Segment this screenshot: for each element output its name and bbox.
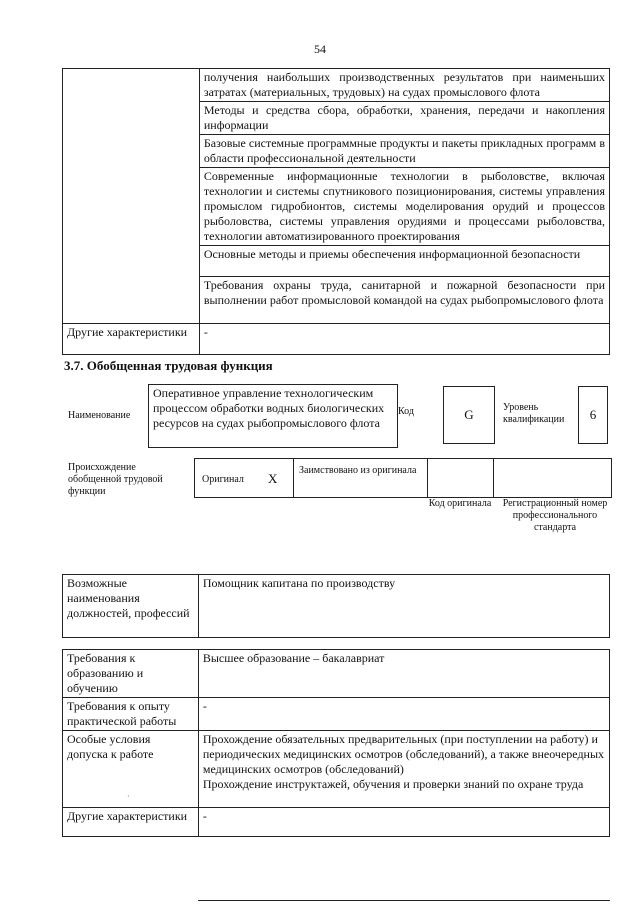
borrowed-label: Заимствовано из оригинала bbox=[299, 465, 417, 476]
divider bbox=[293, 459, 294, 497]
requirement-value-cell bbox=[198, 731, 609, 808]
table-row bbox=[63, 650, 610, 698]
original-mark: X bbox=[268, 471, 278, 486]
code-value: G bbox=[464, 407, 474, 422]
requirement-line: Прохождение обязательных предварительных (при поступлении на работу) и периодических медицинских осмотров (обследований), а также внеочередных медицинских осмотров (обследований) bbox=[202, 732, 605, 776]
positions-label: Возможные наименования должностей, профессий bbox=[63, 575, 199, 638]
origin-box bbox=[194, 458, 612, 498]
function-name-value: Оперативное управление технологическим процессом обработки водных биологических ресурсов на судах рыбопромыслового флота bbox=[153, 386, 385, 430]
knowledge-table bbox=[62, 68, 610, 355]
knowledge-item: Методы и средства сбора, обработки, хранения, передачи и накопления информации bbox=[199, 102, 609, 135]
function-name-box bbox=[148, 384, 398, 448]
requirements-table bbox=[62, 649, 610, 837]
page-number: 54 bbox=[314, 42, 326, 56]
knowledge-item: Основные методы и приемы обеспечения информационной безопасности bbox=[199, 246, 609, 277]
qualification-level-value: 6 bbox=[589, 407, 597, 422]
code-box bbox=[443, 386, 495, 444]
original-label: Оригинал bbox=[202, 474, 244, 485]
requirement-value: Высшее образование – бакалавриат bbox=[198, 650, 609, 698]
requirement-line: Прохождение инструктажей, обучения и проверки знаний по охране труда bbox=[202, 777, 584, 791]
knowledge-item: Требования охраны труда, санитарной и пожарной безопасности при выполнении работ промысловой командой на судах рыбопромыслового флота bbox=[199, 277, 609, 324]
knowledge-item: Современные информационные технологии в рыболовстве, включая технологии и системы спутникового позиционирования, системы управления промыслом гидробионтов, системы моделирования орудий и процессов рыболовства, системы управления орудиями и процессами рыболовства, технологии автоматизированного проектирования bbox=[199, 168, 609, 246]
caption-code-original: Код оригинала bbox=[428, 498, 492, 509]
scan-speck: · bbox=[127, 792, 130, 801]
knowledge-item: Базовые системные программные продукты и пакеты прикладных программ в области профессиональной деятельности bbox=[199, 135, 609, 168]
table-row bbox=[63, 69, 610, 102]
knowledge-item: получения наибольших производственных результатов при наименьших затратах (материальных, трудовых) на судах промыслового флота bbox=[199, 69, 609, 102]
table-row bbox=[63, 575, 610, 638]
table-row bbox=[63, 698, 610, 731]
positions-value: Помощник капитана по производству bbox=[198, 575, 609, 638]
other-characteristics-label: Другие характеристики bbox=[63, 324, 200, 355]
page-bottom-rule bbox=[198, 900, 610, 901]
table-row bbox=[63, 324, 610, 355]
table-row bbox=[63, 731, 610, 808]
requirement-value: - bbox=[198, 698, 609, 731]
requirement-label: Особые условия допуска к работе bbox=[67, 732, 154, 761]
requirement-label: Другие характеристики bbox=[63, 808, 199, 837]
section-heading: 3.7. Обобщенная трудовая функция bbox=[64, 358, 273, 373]
requirement-value: - bbox=[198, 808, 609, 837]
code-label: Код bbox=[398, 406, 414, 417]
positions-table bbox=[62, 574, 610, 638]
empty-label-cell bbox=[63, 69, 200, 324]
other-characteristics-value: - bbox=[199, 324, 609, 355]
name-label: Наименование bbox=[68, 410, 131, 421]
divider bbox=[493, 459, 494, 497]
requirement-label-cell bbox=[63, 731, 199, 808]
requirement-label: Требования к образованию и обучению bbox=[63, 650, 199, 698]
qualification-level-label: Уровень квалификации bbox=[503, 402, 565, 425]
requirement-label: Требования к опыту практической работы bbox=[63, 698, 199, 731]
qualification-level-box bbox=[578, 386, 608, 444]
divider bbox=[427, 459, 428, 497]
origin-label: Происхождение обобщенной трудовой функции bbox=[68, 462, 163, 497]
table-row bbox=[63, 808, 610, 837]
caption-registration-number: Регистрационный номер профессионального стандарта bbox=[502, 498, 608, 533]
